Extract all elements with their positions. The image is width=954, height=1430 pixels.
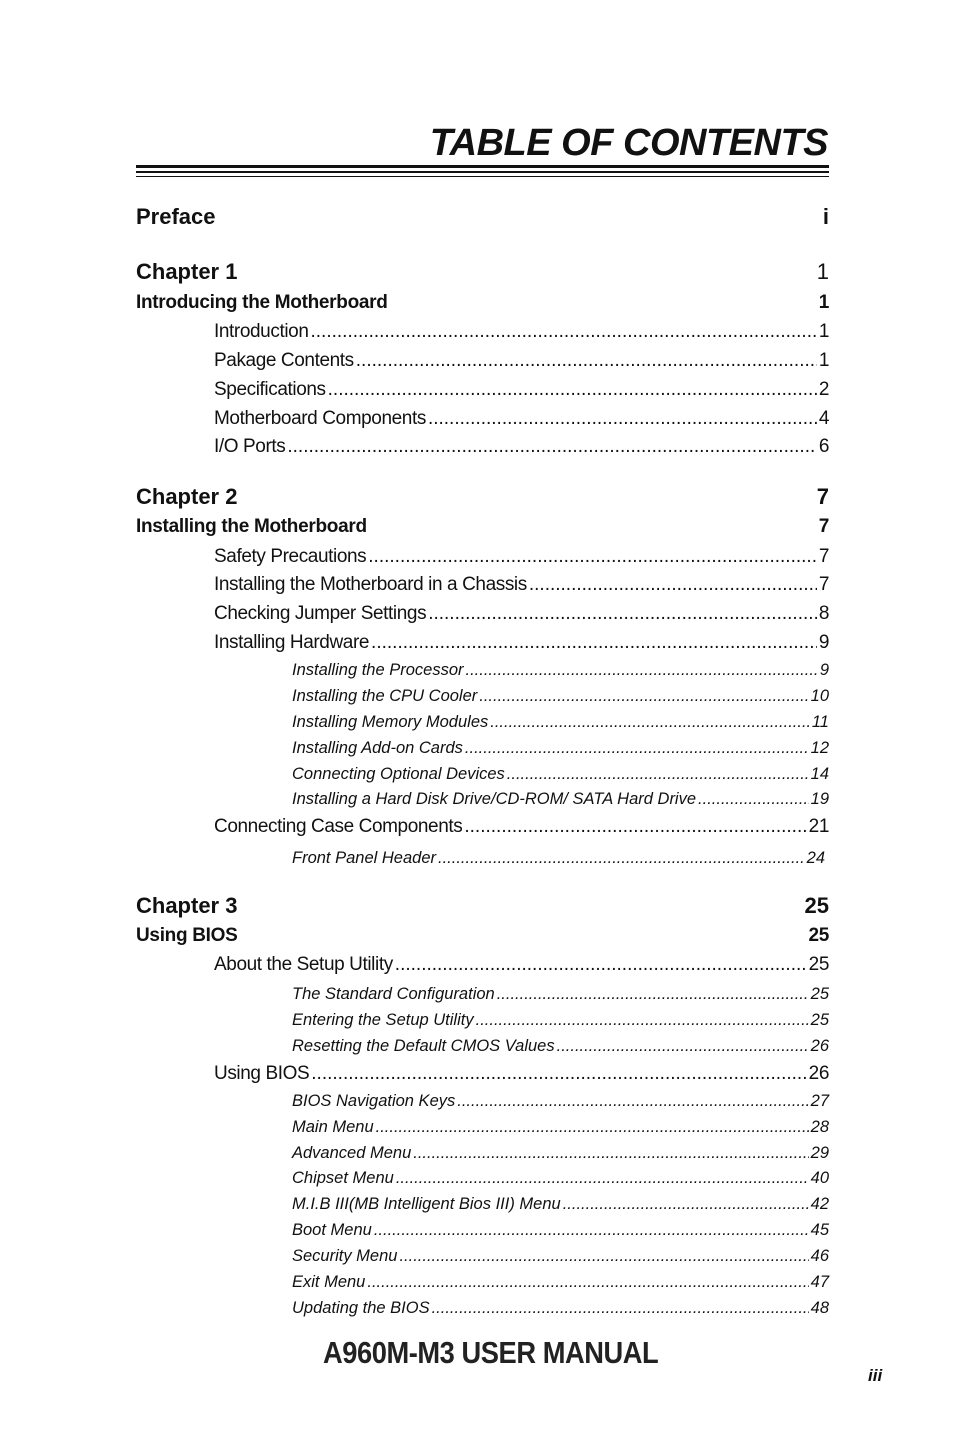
toc-item[interactable] (214, 816, 829, 838)
toc-label: Installing the Motherboard (136, 516, 367, 537)
dot-leader (557, 1037, 809, 1056)
toc-subitem[interactable] (292, 1118, 829, 1137)
toc-item[interactable] (214, 379, 829, 401)
toc-label: Motherboard Components (214, 408, 426, 429)
toc-label: The Standard Configuration (292, 985, 495, 1003)
toc-page: 4 (818, 408, 829, 429)
toc-page: 28 (810, 1118, 829, 1136)
toc-label: Main Menu (292, 1118, 374, 1136)
toc-label: Installing Memory Modules (292, 713, 489, 731)
toc-page: 26 (810, 1037, 829, 1055)
dot-leader (396, 1169, 809, 1188)
toc-page: 1 (816, 259, 829, 284)
toc-page: 10 (810, 687, 829, 705)
toc-subitem[interactable] (292, 739, 829, 758)
toc-chapter-1-title[interactable] (136, 292, 829, 314)
dot-leader (287, 436, 816, 458)
manual-title-footer: A960M-M3 USER MANUAL (323, 1335, 659, 1370)
dot-leader (376, 1118, 809, 1137)
toc-page: 7 (818, 574, 829, 595)
toc-label: Advanced Menu (292, 1144, 412, 1162)
toc-subitem[interactable] (292, 1011, 829, 1030)
toc-page: 14 (810, 765, 829, 783)
dot-leader (395, 954, 807, 976)
toc-subitem[interactable] (292, 661, 829, 680)
dot-leader (432, 1299, 809, 1318)
toc-page: 24 (806, 849, 825, 867)
toc-page: 9 (819, 661, 829, 679)
toc-label: I/O Ports (214, 436, 286, 457)
toc-item[interactable] (214, 1063, 829, 1085)
dot-leader (374, 1221, 809, 1240)
toc-label: Introduction (214, 321, 309, 342)
toc-page: 47 (810, 1273, 829, 1291)
toc-subitem[interactable] (292, 849, 825, 868)
toc-page: 2 (818, 379, 829, 400)
toc-page: 29 (810, 1144, 829, 1162)
toc-label: Safety Precautions (214, 546, 367, 567)
dot-leader (529, 574, 817, 596)
dot-leader (311, 321, 817, 343)
toc-page: 1 (818, 350, 829, 371)
toc-item[interactable] (214, 321, 829, 343)
toc-chapter-1[interactable] (136, 259, 829, 285)
dot-leader (507, 765, 809, 784)
toc-subitem[interactable] (292, 1092, 829, 1111)
dot-leader (428, 603, 817, 625)
toc-subitem[interactable] (292, 713, 829, 732)
dot-leader (476, 1011, 809, 1030)
toc-label: Connecting Optional Devices (292, 765, 505, 783)
toc-subitem[interactable] (292, 1299, 829, 1318)
toc-page: 25 (810, 1011, 829, 1029)
toc-page: 26 (808, 1063, 829, 1084)
toc-label: Installing Hardware (214, 632, 370, 653)
toc-page: 46 (810, 1247, 829, 1265)
dot-leader (399, 1247, 808, 1266)
dot-leader (464, 816, 806, 838)
toc-chapter-3-title[interactable] (136, 925, 829, 947)
toc-item[interactable] (214, 954, 829, 976)
toc-item[interactable] (214, 574, 829, 596)
toc-page: 25 (810, 985, 829, 1003)
page-number: iii (868, 1366, 883, 1385)
toc-page: 42 (810, 1195, 829, 1213)
toc-label: Installing the CPU Cooler (292, 687, 478, 705)
page-title: TABLE OF CONTENTS (429, 122, 828, 164)
toc-subitem[interactable] (292, 765, 829, 784)
toc-page: 25 (804, 893, 829, 918)
toc-subitem[interactable] (292, 790, 829, 809)
dot-leader (368, 546, 817, 568)
toc-subitem[interactable] (292, 1037, 829, 1056)
toc-page: 25 (808, 954, 829, 975)
toc-label: Checking Jumper Settings (214, 603, 427, 624)
toc-label: Using BIOS (136, 925, 238, 946)
toc-label: Chapter 3 (136, 893, 238, 918)
toc-page: 9 (818, 632, 829, 653)
toc-label: About the Setup Utility (214, 954, 393, 975)
toc-label: Entering the Setup Utility (292, 1011, 474, 1029)
dot-leader (479, 687, 808, 706)
toc-subitem[interactable] (292, 1273, 829, 1292)
dot-leader (328, 379, 817, 401)
toc-page: 7 (818, 546, 829, 567)
toc-item[interactable] (214, 350, 829, 372)
toc-page: 19 (810, 790, 829, 808)
toc-page: 7 (818, 516, 829, 537)
toc-label: Chapter 1 (136, 259, 238, 284)
toc-page: 1 (818, 292, 829, 313)
toc-subitem[interactable] (292, 687, 829, 706)
title-rule-thin (136, 176, 829, 177)
title-rule-thick (136, 165, 829, 168)
toc-label: Introducing the Motherboard (136, 292, 388, 313)
toc-label: Specifications (214, 379, 326, 400)
dot-leader (367, 1273, 808, 1292)
toc-page: 8 (818, 603, 829, 624)
toc-subitem[interactable] (292, 1144, 829, 1163)
dot-leader (698, 790, 809, 809)
toc-subitem[interactable] (292, 1169, 829, 1188)
toc-page: 21 (808, 816, 829, 837)
toc-page: 12 (810, 739, 829, 757)
dot-leader (413, 1144, 808, 1163)
toc-chapter-2[interactable] (136, 484, 829, 510)
title-rule-middle (136, 171, 829, 173)
toc-subitem[interactable] (292, 985, 829, 1004)
dot-leader (465, 739, 809, 758)
dot-leader (563, 1195, 809, 1214)
toc-label: Pakage Contents (214, 350, 354, 371)
dot-leader (371, 632, 817, 654)
dot-leader (497, 985, 809, 1004)
dot-leader (490, 713, 810, 732)
toc-label: Security Menu (292, 1247, 398, 1265)
toc-label: Updating the BIOS (292, 1299, 430, 1317)
toc-label: Preface (136, 204, 216, 229)
toc-label: Installing the Processor (292, 661, 464, 679)
toc-label: Connecting Case Components (214, 816, 463, 837)
toc-page: 48 (810, 1299, 829, 1317)
toc-label: Chipset Menu (292, 1169, 394, 1187)
toc-page: i (822, 204, 829, 229)
toc-subitem[interactable] (292, 1221, 829, 1240)
toc-page: 40 (810, 1169, 829, 1187)
dot-leader (457, 1092, 808, 1111)
toc-page: 6 (818, 436, 829, 457)
toc-page: 1 (818, 321, 829, 342)
dot-leader (438, 849, 805, 868)
toc-chapter-3[interactable] (136, 893, 829, 919)
toc-item[interactable] (214, 436, 829, 458)
toc-label: BIOS Navigation Keys (292, 1092, 456, 1110)
toc-item[interactable] (214, 632, 829, 654)
toc-label: Chapter 2 (136, 484, 238, 509)
toc-chapter-2-title[interactable] (136, 516, 829, 538)
toc-label: Installing Add-on Cards (292, 739, 463, 757)
toc-label: Installing a Hard Disk Drive/CD-ROM/ SATA Hard Drive (292, 790, 697, 808)
toc-page: 25 (808, 925, 829, 946)
dot-leader (356, 350, 817, 372)
toc-item[interactable] (214, 408, 829, 430)
toc-subitem[interactable] (292, 1195, 829, 1214)
dot-leader (311, 1063, 806, 1085)
toc-label: M.I.B III(MB Intelligent Bios III) Menu (292, 1195, 561, 1213)
toc-label: Installing the Motherboard in a Chassis (214, 574, 527, 595)
toc-label: Front Panel Header (292, 849, 436, 867)
dot-leader (466, 661, 818, 680)
dot-leader (428, 408, 817, 430)
toc-item[interactable] (214, 546, 829, 568)
toc-label: Using BIOS (214, 1063, 310, 1084)
toc-page: 11 (811, 713, 829, 731)
toc-subitem[interactable] (292, 1247, 829, 1266)
toc-page: 7 (816, 484, 829, 509)
toc-item[interactable] (214, 603, 829, 625)
toc-label: Exit Menu (292, 1273, 366, 1291)
toc-label: Resetting the Default CMOS Values (292, 1037, 555, 1055)
toc-preface[interactable] (136, 204, 829, 230)
toc-page: 45 (810, 1221, 829, 1239)
toc-label: Boot Menu (292, 1221, 372, 1239)
toc-page: 27 (810, 1092, 829, 1110)
